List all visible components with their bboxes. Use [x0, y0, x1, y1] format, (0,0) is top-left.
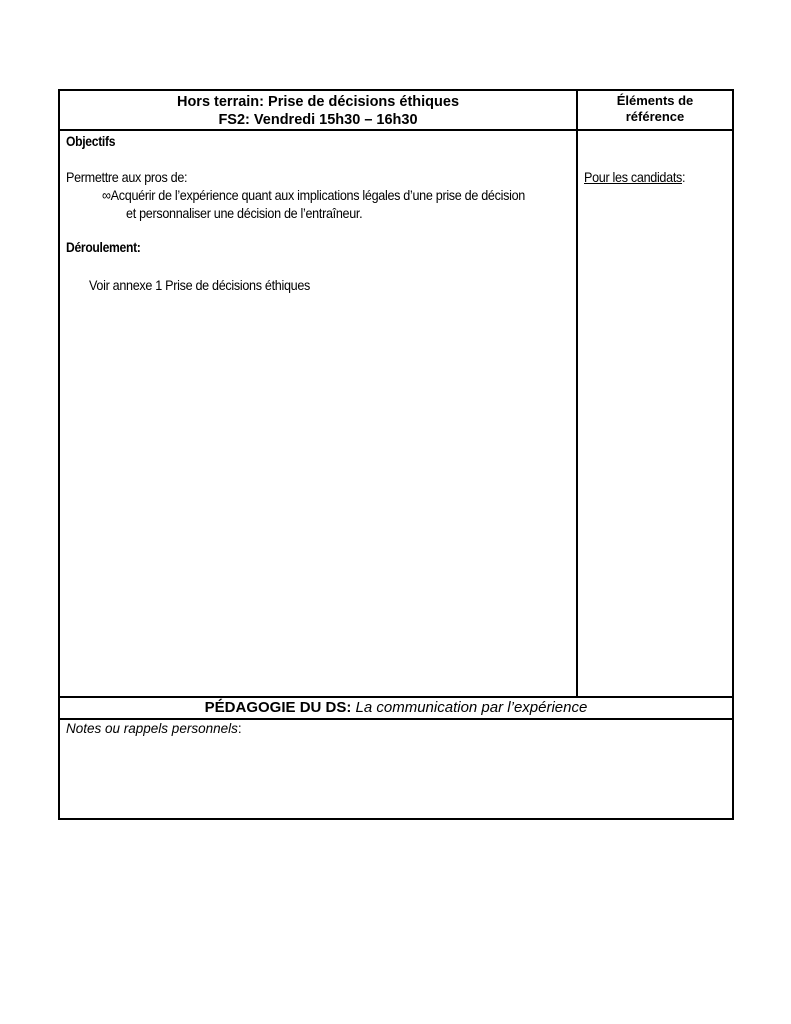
reference-header	[576, 91, 732, 129]
reference-header-line2: référence	[625, 109, 685, 124]
objectifs-intro: Permettre aux pros de:	[66, 169, 188, 185]
annex-reference: Voir annexe 1 Prise de décisions éthiques	[89, 277, 311, 293]
candidates-label-colon: :	[682, 169, 686, 185]
objectif-text-line2: et personnaliser une décision de l’entraîneur.	[126, 205, 363, 221]
table-header-row	[60, 91, 732, 131]
notes-label-text: Notes ou rappels personnels	[66, 721, 238, 736]
notes-label	[66, 721, 242, 736]
notes-label-colon: :	[237, 721, 242, 736]
objectif-text-line1: Acquérir de l’expérience quant aux implications légales d’une prise de décision	[110, 187, 525, 203]
session-title	[60, 91, 576, 129]
pedagogy-topic: La communication par l’expérience	[355, 699, 588, 716]
session-title-line1: Hors terrain: Prise de décisions éthiques	[176, 94, 460, 110]
pedagogy-label: PÉDAGOGIE DU DS:	[204, 699, 352, 716]
notes-row	[60, 720, 732, 818]
candidates-label	[584, 169, 685, 185]
session-title-line2: FS2: Vendredi 15h30 – 16h30	[218, 112, 418, 128]
pedagogy-row	[60, 698, 732, 720]
bullet-infinity-icon: ∞	[102, 187, 111, 203]
reference-header-line1: Éléments de	[616, 93, 694, 108]
objectif-bullet	[102, 187, 525, 203]
table-body-row	[60, 131, 732, 698]
objectifs-heading: Objectifs	[66, 134, 116, 149]
content-cell	[60, 131, 576, 696]
deroulement-heading: Déroulement:	[66, 240, 141, 255]
candidates-label-text: Pour les candidats	[584, 169, 683, 185]
session-table	[58, 89, 734, 820]
reference-cell	[576, 131, 732, 696]
